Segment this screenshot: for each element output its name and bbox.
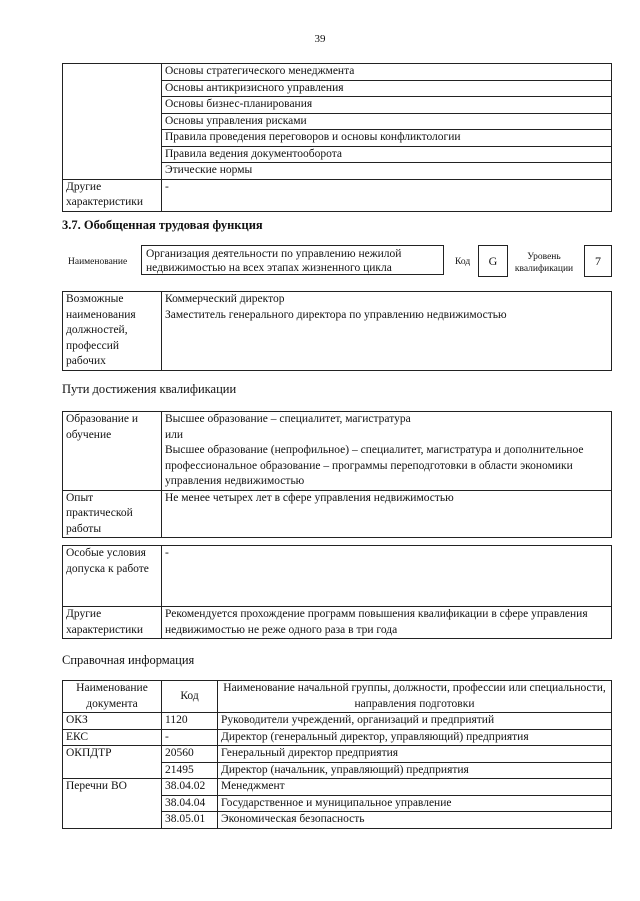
knowledge-item: Этические нормы <box>162 163 612 180</box>
ref-doc: ЕКС <box>63 729 162 746</box>
ref-name: Руководители учреждений, организаций и предприятий <box>218 713 612 730</box>
ref-doc: ОКЗ <box>63 713 162 730</box>
positions-values <box>162 292 612 371</box>
qualification-paths-title: Пути достижения квалификации <box>62 382 237 396</box>
knowledge-item: Правила ведения документооборота <box>162 146 612 163</box>
education-table <box>62 411 612 538</box>
ref-code: 38.04.04 <box>162 795 218 812</box>
name-label: Наименование <box>68 257 128 267</box>
code-label: Код <box>455 257 471 267</box>
knowledge-item: Основы бизнес-планирования <box>162 97 612 114</box>
other-characteristics-value-2: Рекомендуется прохождение программ повышения квалификации в сфере управления недвижимостью не реже одного раза в три года <box>162 607 612 639</box>
ref-name: Менеджмент <box>218 779 612 796</box>
knowledge-table <box>62 63 612 212</box>
ref-code: 38.04.02 <box>162 779 218 796</box>
ref-doc: Перечни ВО <box>63 779 162 829</box>
level-value: 7 <box>584 245 612 277</box>
ref-name: Директор (генеральный директор, управляющий) предприятия <box>218 729 612 746</box>
code-value: G <box>478 245 508 277</box>
ref-name: Экономическая безопасность <box>218 812 612 829</box>
section-title: 3.7. Обобщенная трудовая функция <box>62 218 263 232</box>
other-characteristics-label-2: Другие характеристики <box>63 607 162 639</box>
ref-code: 1120 <box>162 713 218 730</box>
experience-label: Опыт практической работы <box>63 490 162 538</box>
position-item: Заместитель генерального директора по управлению недвижимостью <box>165 308 507 321</box>
education-line: Высшее образование (непрофильное) – специалитет, магистратура и дополнительное профессиональное образование – программы переподготовки в области экономики управления недвижимостью <box>165 444 584 487</box>
level-label: Уровень квалификации <box>514 252 574 274</box>
ref-header-doc: Наименование документа <box>63 681 162 713</box>
education-values <box>162 412 612 491</box>
ref-code: 20560 <box>162 746 218 763</box>
conditions-table <box>62 545 612 639</box>
knowledge-item: Основы антикризисного управления <box>162 80 612 97</box>
other-characteristics-label: Другие характеристики <box>63 179 162 211</box>
ref-code: - <box>162 729 218 746</box>
special-conditions-value: - <box>162 546 612 607</box>
ref-header-name: Наименование начальной группы, должности, профессии или специальности, направления подготовки <box>218 681 612 713</box>
knowledge-item: Основы стратегического менеджмента <box>162 64 612 81</box>
special-conditions-label: Особые условия допуска к работе <box>63 546 162 607</box>
reference-table <box>62 680 612 829</box>
ref-name: Генеральный директор предприятия <box>218 746 612 763</box>
position-item: Коммерческий директор <box>165 293 285 305</box>
experience-value: Не менее четырех лет в сфере управления недвижимостью <box>162 490 612 538</box>
knowledge-item: Основы управления рисками <box>162 113 612 130</box>
education-label: Образование и обучение <box>63 412 162 491</box>
ref-code: 21495 <box>162 762 218 779</box>
page-number: 39 <box>314 33 326 45</box>
other-characteristics-value: - <box>162 179 612 211</box>
positions-table <box>62 291 612 371</box>
ref-name: Государственное и муниципальное управление <box>218 795 612 812</box>
ref-name: Директор (начальник, управляющий) предприятия <box>218 762 612 779</box>
knowledge-item: Правила проведения переговоров и основы конфликтологии <box>162 130 612 147</box>
ref-doc: ОКПДТР <box>63 746 162 779</box>
positions-label: Возможные наименования должностей, профессий рабочих <box>63 292 162 371</box>
ref-code: 38.05.01 <box>162 812 218 829</box>
education-line: или <box>165 428 184 441</box>
function-name-value: Организация деятельности по управлению нежилой недвижимостью на всех этапах жизненного цикла <box>141 245 444 275</box>
reference-title: Справочная информация <box>62 653 195 667</box>
ref-header-code: Код <box>162 681 218 713</box>
empty-label-cell <box>63 64 162 180</box>
education-line: Высшее образование – специалитет, магистратура <box>165 413 411 425</box>
